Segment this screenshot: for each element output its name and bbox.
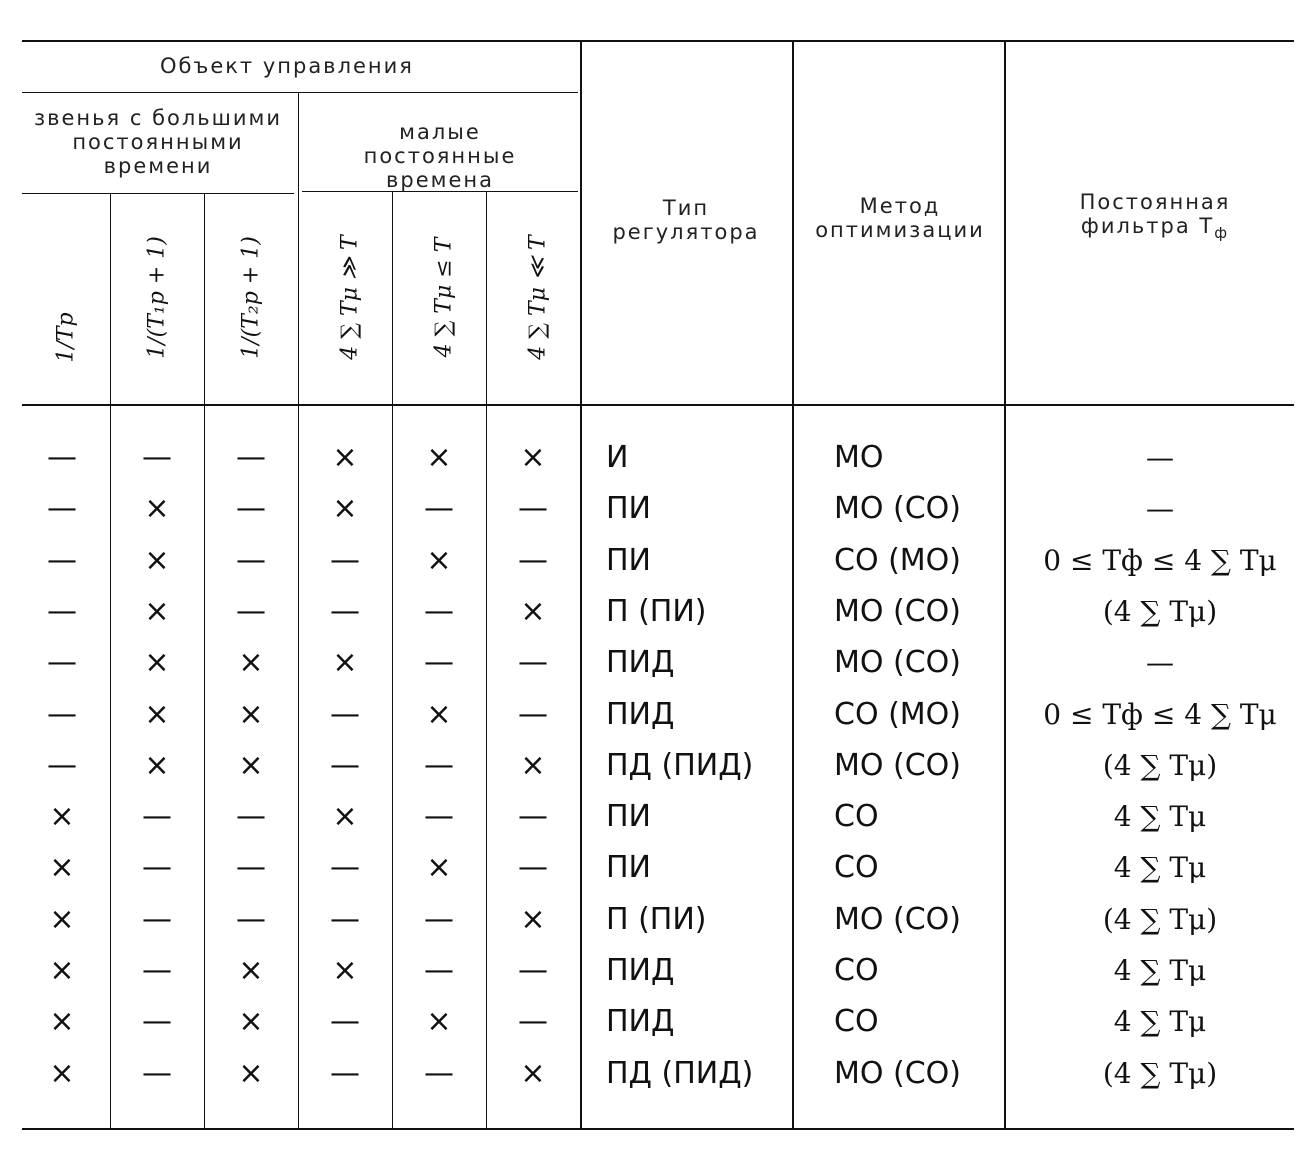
mark-cell: — (330, 902, 360, 937)
col-divider-7 (1004, 40, 1006, 1128)
mark-cell: × (49, 850, 75, 885)
mark-cell: — (142, 953, 172, 988)
mark-cell: — (518, 697, 548, 732)
mark-cell: — (424, 902, 454, 937)
method-cell: СО (834, 1004, 879, 1039)
filter-cell: — (1146, 441, 1174, 474)
subcol-sum-le-header: 4 ∑ Tμ ≤ T (431, 237, 457, 358)
mark-cell: × (144, 543, 170, 578)
mark-cell: × (238, 1056, 264, 1091)
mark-cell: × (238, 645, 264, 680)
regulator-type-cell: П (ПИ) (606, 902, 707, 937)
mark-cell: — (142, 440, 172, 475)
method-cell: МО (СО) (834, 645, 962, 680)
mark-cell: — (236, 799, 266, 834)
subcol-integrator-header: 1/Tp (53, 312, 79, 363)
regulator-type-cell: ПИД (606, 1004, 675, 1039)
subcol-lag2-header: 1/(T₂p + 1) (238, 236, 264, 359)
filter-constant-label: Постоянная фильтра T (1079, 190, 1231, 238)
mark-cell: — (47, 748, 77, 783)
method-cell: СО (834, 799, 879, 834)
filter-cell: — (1146, 492, 1174, 525)
regulator-type-cell: ПИД (606, 953, 675, 988)
mark-cell: × (332, 799, 358, 834)
mark-cell: × (332, 440, 358, 475)
col-divider-4b (486, 191, 487, 1128)
regulator-type-cell: ПД (ПИД) (606, 1056, 754, 1091)
mark-cell: — (236, 902, 266, 937)
regulator-type-header: Тип регулятора (612, 196, 760, 244)
mark-cell: × (520, 594, 546, 629)
mark-cell: — (518, 645, 548, 680)
filter-cell: (4 ∑ Tμ) (1102, 903, 1218, 936)
mark-cell: — (424, 645, 454, 680)
mark-cell: × (332, 645, 358, 680)
mark-cell: × (144, 645, 170, 680)
regulator-type-cell: ПИД (606, 697, 675, 732)
mark-cell: — (142, 902, 172, 937)
mark-cell: — (424, 1056, 454, 1091)
mark-cell: — (424, 748, 454, 783)
mark-cell: — (424, 594, 454, 629)
regulator-type-cell: ПД (ПИД) (606, 748, 754, 783)
mark-cell: — (330, 748, 360, 783)
filter-cell: (4 ∑ Tμ) (1102, 1057, 1218, 1090)
filter-constant-subscript: ф (1214, 224, 1230, 243)
mark-cell: — (47, 491, 77, 526)
filter-cell: — (1146, 646, 1174, 679)
mark-cell: — (518, 491, 548, 526)
mark-cell: — (424, 491, 454, 526)
method-cell: МО (СО) (834, 1056, 962, 1091)
filter-cell: 4 ∑ Tμ (1113, 954, 1207, 987)
mark-cell: — (424, 799, 454, 834)
mark-cell: × (520, 1056, 546, 1091)
mark-cell: — (47, 543, 77, 578)
regulator-type-cell: ПИ (606, 799, 651, 834)
mark-cell: × (520, 440, 546, 475)
mark-cell: — (47, 645, 77, 680)
regulator-type-cell: И (606, 440, 629, 475)
method-cell: МО (СО) (834, 902, 962, 937)
mark-cell: — (330, 850, 360, 885)
mark-cell: — (236, 491, 266, 526)
mark-cell: × (49, 953, 75, 988)
mark-cell: — (518, 799, 548, 834)
mark-cell: — (424, 953, 454, 988)
regulator-type-cell: ПИ (606, 491, 651, 526)
col-divider-1 (110, 193, 111, 1128)
mark-cell: × (238, 748, 264, 783)
mark-cell: — (236, 850, 266, 885)
mark-cell: — (236, 440, 266, 475)
mark-cell: × (238, 953, 264, 988)
filter-cell: (4 ∑ Tμ) (1102, 749, 1218, 782)
mark-cell: × (49, 1056, 75, 1091)
mark-cell: × (144, 594, 170, 629)
mark-cell: × (426, 543, 452, 578)
mark-cell: × (426, 1004, 452, 1039)
mark-cell: × (426, 440, 452, 475)
object-header: Объект управления (160, 54, 414, 78)
large-group-rule (22, 193, 294, 194)
method-cell: МО (СО) (834, 594, 962, 629)
regulator-type-cell: ПИ (606, 850, 651, 885)
mark-cell: × (332, 953, 358, 988)
filter-cell: 0 ≤ Tф ≤ 4 ∑ Tμ (1043, 698, 1277, 731)
header-bottom-rule (22, 404, 1294, 406)
mark-cell: × (49, 799, 75, 834)
regulator-type-cell: П (ПИ) (606, 594, 707, 629)
mark-cell: — (330, 543, 360, 578)
regulator-type-cell: ПИ (606, 543, 651, 578)
mark-cell: × (238, 1004, 264, 1039)
mark-cell: — (142, 799, 172, 834)
method-cell: СО (МО) (834, 697, 962, 732)
mark-cell: × (49, 902, 75, 937)
mark-cell: × (426, 850, 452, 885)
optimization-method-header: Метод оптимизации (815, 194, 985, 242)
col-divider-3 (298, 92, 299, 1128)
mark-cell: — (330, 1004, 360, 1039)
mark-cell: — (47, 697, 77, 732)
bottom-rule (22, 1128, 1294, 1130)
col-divider-5 (580, 40, 582, 1128)
mark-cell: × (144, 491, 170, 526)
method-cell: МО (СО) (834, 748, 962, 783)
filter-cell: 4 ∑ Tμ (1113, 1005, 1207, 1038)
small-time-constants-header: малые постоянные времена (363, 120, 517, 192)
mark-cell: — (518, 850, 548, 885)
mark-cell: × (238, 697, 264, 732)
filter-constant-header (1040, 190, 1270, 245)
method-cell: СО (МО) (834, 543, 962, 578)
col-divider-4 (392, 191, 393, 1128)
mark-cell: — (330, 697, 360, 732)
mark-cell: — (142, 850, 172, 885)
mark-cell: — (236, 594, 266, 629)
mark-cell: — (330, 1056, 360, 1091)
filter-cell: 0 ≤ Tф ≤ 4 ∑ Tμ (1043, 544, 1277, 577)
mark-cell: × (520, 748, 546, 783)
method-cell: МО (СО) (834, 491, 962, 526)
mark-cell: — (518, 543, 548, 578)
top-rule (22, 40, 1294, 42)
mark-cell: — (518, 953, 548, 988)
regulator-type-cell: ПИД (606, 645, 675, 680)
filter-cell: 4 ∑ Tμ (1113, 800, 1207, 833)
object-header-rule (22, 92, 578, 93)
col-divider-2 (204, 193, 205, 1128)
filter-cell: (4 ∑ Tμ) (1102, 595, 1218, 628)
method-cell: СО (834, 953, 879, 988)
mark-cell: — (236, 543, 266, 578)
subcol-sum-gg-header: 4 ∑ Tμ ≫ T (337, 235, 363, 360)
method-cell: СО (834, 850, 879, 885)
mark-cell: × (144, 697, 170, 732)
mark-cell: × (332, 491, 358, 526)
subcol-lag1-header: 1/(T₁p + 1) (144, 236, 170, 359)
mark-cell: × (520, 902, 546, 937)
mark-cell: — (142, 1004, 172, 1039)
method-cell: МО (834, 440, 884, 475)
mark-cell: × (49, 1004, 75, 1039)
filter-cell: 4 ∑ Tμ (1113, 851, 1207, 884)
mark-cell: — (330, 594, 360, 629)
large-time-constants-header: звенья с большими постоянными времени (33, 106, 283, 178)
mark-cell: — (47, 440, 77, 475)
mark-cell: — (142, 1056, 172, 1091)
subcol-sum-ll-header: 4 ∑ Tμ ≪ T (525, 235, 551, 360)
mark-cell: × (426, 697, 452, 732)
col-divider-6 (792, 40, 794, 1128)
mark-cell: — (47, 594, 77, 629)
mark-cell: × (144, 748, 170, 783)
mark-cell: — (518, 1004, 548, 1039)
